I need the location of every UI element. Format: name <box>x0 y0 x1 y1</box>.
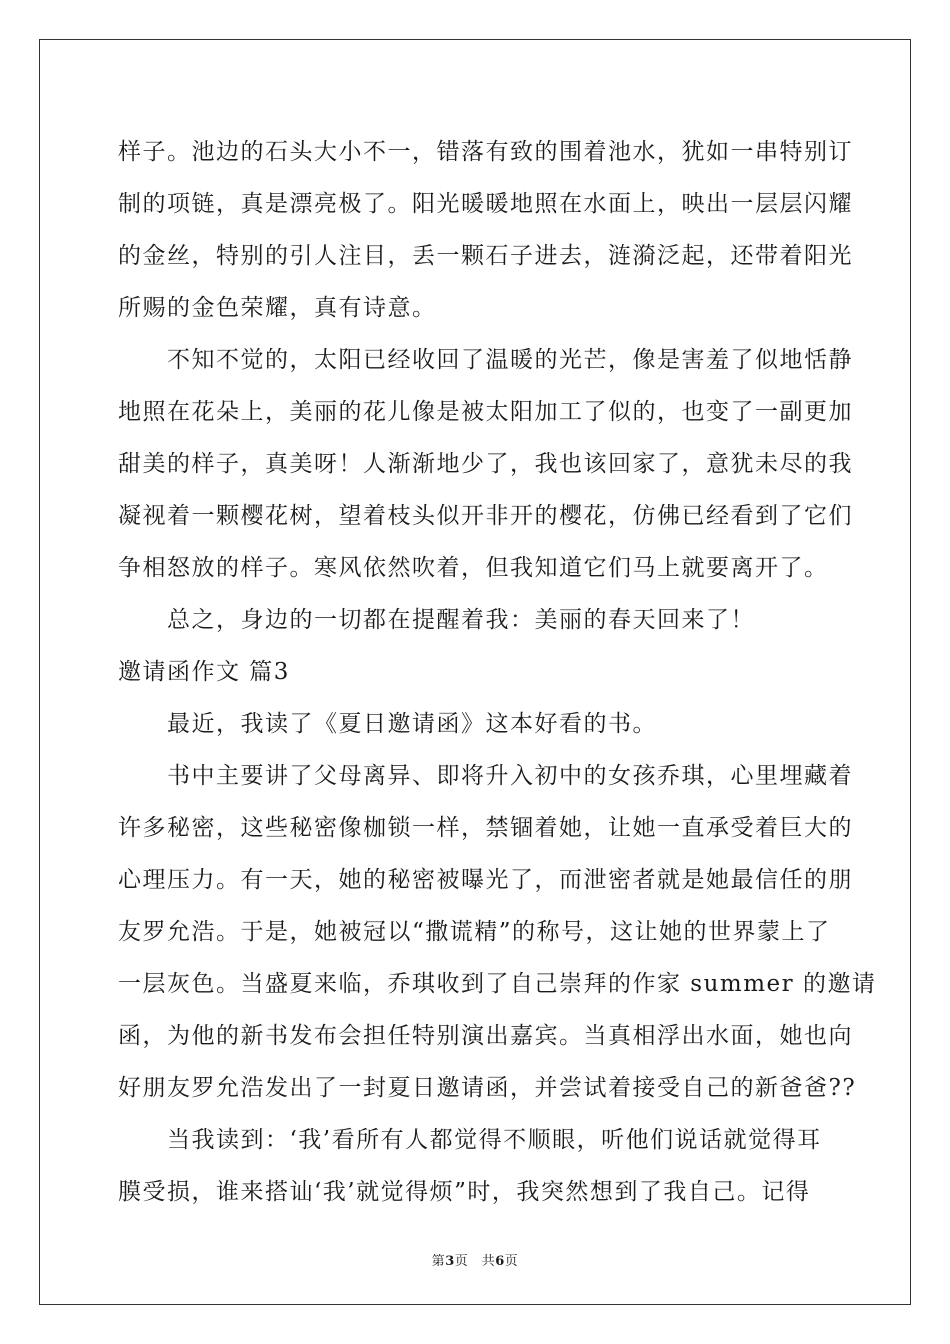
page-footer <box>0 1250 950 1269</box>
text-line: 争相怒放的样子。寒风依然吹着，但我知道它们马上就要离开了。 <box>118 555 829 581</box>
text-line: 所赐的金色荣耀，真有诗意。 <box>118 295 437 321</box>
section-heading: 邀请函作文 篇3 <box>118 659 290 685</box>
text-line: 最近，我读了《夏日邀请函》这本好看的书。 <box>118 711 657 737</box>
text-line: 友罗允浩。于是，她被冠以“撒谎精”的称号，这让她的世界蒙上了 <box>118 919 831 945</box>
text-line: 制的项链，真是漂亮极了。阳光暖暖地照在水面上，映出一层层闪耀 <box>118 191 853 217</box>
text-line: 函，为他的新书发布会担任特别演出嘉宾。当真相浮出水面，她也向 <box>118 1023 853 1049</box>
total-page-number: 6 <box>495 1254 505 1269</box>
text-line: 样子。池边的石头大小不一，错落有致的围着池水，犹如一串特别订 <box>118 139 853 165</box>
text-line: 甜美的样子，真美呀！人渐渐地少了，我也该回家了，意犹未尽的我 <box>118 451 853 477</box>
current-page-number: 3 <box>445 1254 455 1269</box>
text-line: 膜受损，谁来搭讪‘我’就觉得烦”时，我突然想到了我自己。记得 <box>118 1179 811 1205</box>
document-body <box>118 126 877 1218</box>
text-line: 许多秘密，这些秘密像枷锁一样，禁锢着她，让她一直承受着巨大的 <box>118 815 853 841</box>
text-line: 的金丝，特别的引人注目，丢一颗石子进去，涟漪泛起，还带着阳光 <box>118 243 853 269</box>
footer-middle: 页 共 <box>454 1254 496 1269</box>
footer-prefix: 第 <box>431 1254 446 1269</box>
text-line: 书中主要讲了父母离异、即将升入初中的女孩乔琪，心里埋藏着 <box>118 763 853 789</box>
text-line: 地照在花朵上，美丽的花儿像是被太阳加工了似的，也变了一副更加 <box>118 399 853 425</box>
text-line: 总之，身边的一切都在提醒着我：美丽的春天回来了！ <box>118 607 755 633</box>
text-line: 心理压力。有一天，她的秘密被曝光了，而泄密者就是她最信任的朋 <box>118 867 853 893</box>
footer-suffix: 页 <box>504 1254 519 1269</box>
text-line: 好朋友罗允浩发出了一封夏日邀请函，并尝试着接受自己的新爸爸?? <box>118 1075 857 1101</box>
text-line: 当我读到：‘我’看所有人都觉得不顺眼，听他们说话就觉得耳 <box>118 1127 822 1153</box>
text-line: 凝视着一颗樱花树，望着枝头似开非开的樱花，仿佛已经看到了它们 <box>118 503 853 529</box>
text-line: 不知不觉的，太阳已经收回了温暖的光芒，像是害羞了似地恬静 <box>118 347 853 373</box>
text-line: 一层灰色。当盛夏来临，乔琪收到了自己崇拜的作家 summer 的邀请 <box>118 971 877 997</box>
